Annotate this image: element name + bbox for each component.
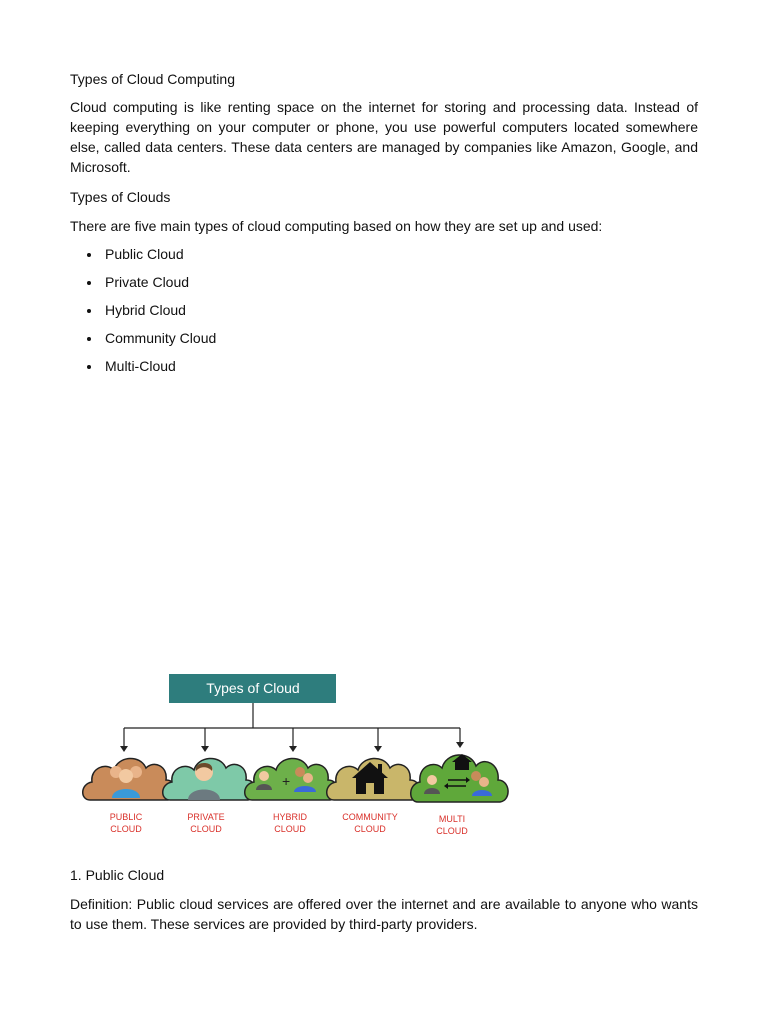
cloud-private bbox=[163, 758, 256, 800]
list-item bbox=[70, 300, 216, 328]
bullet-icon bbox=[87, 365, 91, 369]
list-item bbox=[70, 272, 216, 300]
cloud-label-public-line2: CLOUD bbox=[110, 824, 142, 834]
cloud-types-diagram bbox=[78, 672, 518, 844]
cloud-multi bbox=[411, 754, 508, 802]
cloud-label-hybrid-line1: HYBRID bbox=[272, 812, 308, 822]
bullet-icon bbox=[87, 309, 91, 313]
list-item-label: Community Cloud bbox=[105, 330, 217, 346]
cloud-label-private-line2: CLOUD bbox=[190, 824, 222, 834]
diagram-title: Types of Cloud bbox=[206, 680, 300, 696]
connector-lines bbox=[124, 703, 460, 747]
cloud-hybrid bbox=[245, 758, 338, 800]
list-item-label: Multi-Cloud bbox=[105, 358, 176, 374]
cloud-label-multi-line2: CLOUD bbox=[436, 826, 468, 836]
cloud-community bbox=[327, 758, 420, 800]
bullet-icon bbox=[87, 337, 91, 341]
bullet-icon bbox=[87, 253, 91, 257]
cloud-label-community-line1: COMMUNITY bbox=[342, 812, 398, 822]
cloud-label-public-line1: PUBLIC bbox=[109, 812, 143, 822]
list-item bbox=[70, 244, 216, 272]
cloud-shape bbox=[245, 758, 338, 800]
section-title-public-cloud: 1. Public Cloud bbox=[70, 867, 165, 883]
types-intro-paragraph: There are five main types of cloud computing based on how they are set up and used: bbox=[70, 218, 603, 234]
types-list bbox=[70, 244, 216, 384]
connector-arrows bbox=[120, 742, 464, 752]
document-heading: Types of Cloud Computing bbox=[70, 71, 235, 87]
list-item-label: Hybrid Cloud bbox=[105, 302, 186, 318]
cloud-label-hybrid-line2: CLOUD bbox=[274, 824, 306, 834]
cloud-label-multi-line1: MULTI bbox=[438, 814, 466, 824]
list-item bbox=[70, 356, 216, 384]
public-cloud-definition: Definition: Public cloud services are offered over the internet and are available to anyone who wants to use them. These services are provided by third-party providers. bbox=[70, 896, 698, 932]
list-item-label: Private Cloud bbox=[105, 274, 190, 290]
list-item bbox=[70, 328, 216, 356]
list-item-label: Public Cloud bbox=[105, 246, 184, 262]
cloud-label-community-line2: CLOUD bbox=[354, 824, 386, 834]
cloud-public bbox=[83, 758, 176, 800]
bullet-icon bbox=[87, 281, 91, 285]
svg-text:+: + bbox=[282, 773, 291, 789]
types-heading: Types of Clouds bbox=[70, 189, 171, 205]
intro-paragraph: Cloud computing is like renting space on the internet for storing and processing data. Instead of keeping everything on your computer or phone, you use powerful computers located somewhere else, called data centers. These data centers are managed by companies like Amazon, Google, and Microsoft. bbox=[70, 99, 698, 175]
cloud-label-private-line1: PRIVATE bbox=[187, 812, 225, 822]
